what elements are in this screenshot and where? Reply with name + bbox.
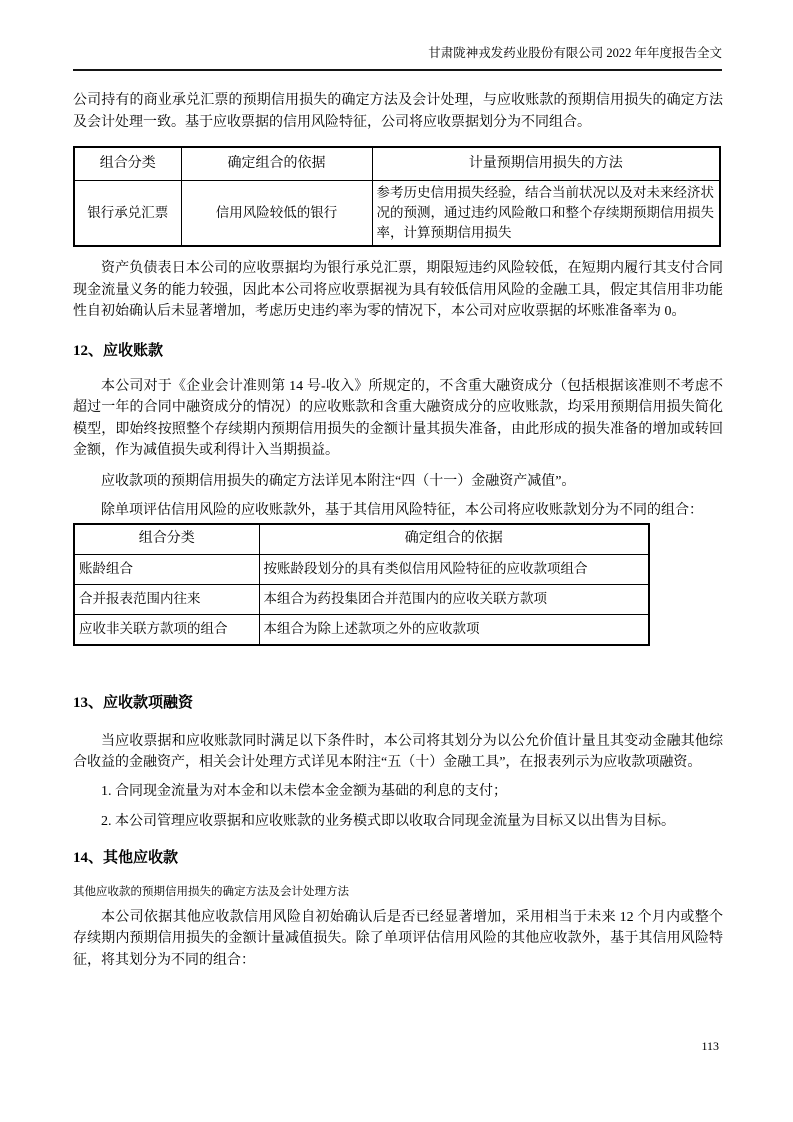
page-number: 113 bbox=[701, 1039, 719, 1053]
table1-cell-ecl-method: 参考历史信用损失经验，结合当前状况以及对未来经济状况的预测，通过违约风险敞口和整个存续期预期信用损失率，计算预期信用损失 bbox=[372, 181, 720, 247]
paragraph-other-receivables-policy: 本公司依据其他应收款信用风险自初始确认后是否已经显著增加，采用相当于未来 12 个月内或整个存续期内预期信用损失的金额计量减值损失。除了单项评估信用风险的其他应收款外，基于其信用风险特征，将其划分为不同的组合： bbox=[73, 909, 723, 968]
report-title: 甘肃陇神戎发药业股份有限公司 2022 年年度报告全文 bbox=[428, 46, 722, 60]
table1-cell-portfolio-basis: 信用风险较低的银行 bbox=[181, 181, 372, 247]
table2-cell-nonrelated-basis: 本组合为除上述款项之外的应收款项 bbox=[259, 614, 649, 645]
table-row bbox=[74, 584, 649, 614]
table1-header-ecl-method: 计量预期信用损失的方法 bbox=[372, 147, 720, 181]
table2-cell-nonrelated-portfolio: 应收非关联方款项的组合 bbox=[74, 614, 259, 645]
table2-cell-aging-portfolio: 账龄组合 bbox=[74, 554, 259, 584]
table2-header-portfolio-class: 组合分类 bbox=[74, 524, 259, 555]
page-content bbox=[73, 90, 723, 971]
section-heading-14-other-receivables: 14、其他应收款 bbox=[73, 849, 179, 866]
subheading-other-receivables-ecl: 其他应收款的预期信用损失的确定方法及会计处理方法 bbox=[73, 885, 349, 898]
table1-cell-portfolio-class: 银行承兑汇票 bbox=[74, 181, 181, 247]
table2-cell-consolidation-basis: 本组合为药投集团合并范围内的应收关联方款项 bbox=[259, 584, 649, 614]
table2-cell-consolidation-portfolio: 合并报表范围内往来 bbox=[74, 584, 259, 614]
accounts-receivable-portfolio-table bbox=[73, 523, 650, 646]
list-item-condition-2: 2. 本公司管理应收票据和应收账款的业务模式即以收取合同现金流量为目标又以出售为目标。 bbox=[101, 814, 675, 829]
section-heading-13-receivables-financing: 13、应收款项融资 bbox=[73, 694, 194, 711]
paragraph-accounts-receivable-policy: 本公司对于《企业会计准则第 14 号-收入》所规定的，不含重大融资成分（包括根据该准则不考虑不超过一年的合同中融资成分的情况）的应收账款和含重大融资成分的应收账款，均采用预期信用损失简化模型，即始终按照整个存续期内预期信用损失的金额计量其损失准备，由此形成的损失准备的增加或转回金额，作为减值损失或利得计入当期损益。 bbox=[73, 378, 723, 458]
table1-header-portfolio-basis: 确定组合的依据 bbox=[181, 147, 372, 181]
paragraph-notes-receivable-intro: 公司持有的商业承兑汇票的预期信用损失的确定方法及会计处理，与应收账款的预期信用损失的确定方法及会计处理一致。基于应收票据的信用风险特征，公司将应收票据划分为不同组合。 bbox=[73, 93, 723, 130]
paragraph-balance-sheet-notes: 资产负债表日本公司的应收票据均为银行承兑汇票，期限短违约风险较低，在短期内履行其支付合同现金流量义务的能力较强，因此本公司将应收票据视为具有较低信用风险的金融工具，假定其信用非功能性自初始确认后未显著增加，考虑历史违约率为零的情况下，本公司对应收票据的坏账准备率为 0。 bbox=[73, 261, 723, 319]
table-row bbox=[74, 614, 649, 645]
table-header-row bbox=[74, 147, 720, 181]
table2-header-portfolio-basis: 确定组合的依据 bbox=[259, 524, 649, 555]
list-item-condition-1: 1. 合同现金流量为对本金和以未偿本金金额为基础的利息的支付； bbox=[101, 783, 507, 799]
table2-cell-aging-basis: 按账龄段划分的具有类似信用风险特征的应收款项组合 bbox=[259, 554, 649, 584]
paragraph-receivables-financing: 当应收票据和应收账款同时满足以下条件时，本公司将其划分为以公允价值计量且其变动金融其他综合收益的金融资产，相关会计处理方式详见本附注“五（十）金融工具”，在报表列示为应收款项融资。 bbox=[73, 733, 723, 770]
page-header bbox=[73, 44, 722, 71]
notes-receivable-portfolio-table bbox=[73, 146, 721, 247]
paragraph-ecl-reference: 应收款项的预期信用损失的确定方法详见本附注“四（十一）金融资产减值”。 bbox=[101, 473, 576, 489]
paragraph-portfolio-split-intro: 除单项评估信用风险的应收账款外，基于其信用风险特征，本公司将应收账款划分为不同的组合： bbox=[101, 503, 703, 518]
table-header-row bbox=[74, 524, 649, 555]
table1-header-portfolio-class: 组合分类 bbox=[74, 147, 181, 181]
section-heading-12-accounts-receivable: 12、应收账款 bbox=[73, 342, 164, 359]
table-row bbox=[74, 554, 649, 584]
table-row bbox=[74, 181, 720, 247]
